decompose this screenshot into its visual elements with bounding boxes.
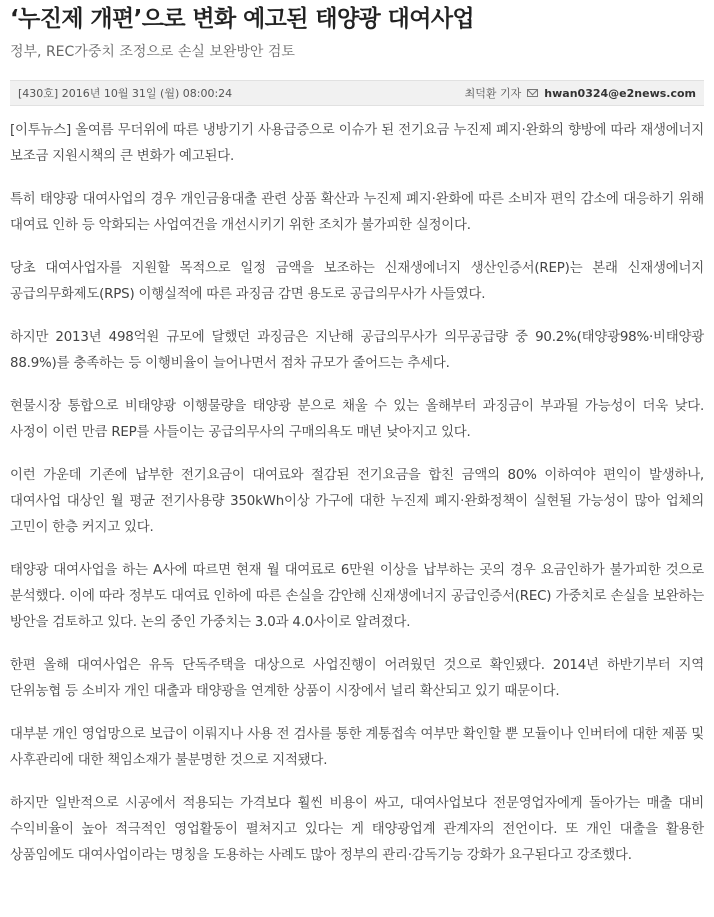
article-headline: ‘누진제 개편’으로 변화 예고된 태양광 대여사업 xyxy=(10,6,475,32)
article-body xyxy=(10,118,704,869)
article-paragraph: 특히 태양광 대여사업의 경우 개인금융대출 관련 상품 확산과 누진제 폐지·완화에 따른 소비자 편익 감소에 대응하기 위해 대여료 인하 등 악화되는 사업여건을 개선시키기 위한 조치가 불가피한 실정이다. xyxy=(10,192,704,233)
mail-icon[interactable] xyxy=(527,89,538,97)
reporter-name: 최덕환 기자 xyxy=(464,87,522,100)
article-paragraph: 대부분 개인 영업망으로 보급이 이뤄지나 사용 전 검사를 통한 계통접속 여부만 확인할 뿐 모듈이나 인버터에 대한 제품 및 사후관리에 대한 책임소재가 불분명한 것으로 지적됐다. xyxy=(10,727,704,768)
article-paragraph: 당초 대여사업자를 지원할 목적으로 일정 금액을 보조하는 신재생에너지 생산인증서(REP)는 본래 신재생에너지 공급의무화제도(RPS) 이행실적에 따른 과징금 감면 용도로 공급의무사가 사들였다. xyxy=(10,261,704,302)
article-paragraph: 현물시장 통합으로 비태양광 이행물량을 태양광 분으로 채울 수 있는 올해부터 과징금이 부과될 가능성이 더욱 낮다. 사정이 이런 만큼 REP를 사들이는 공급의무사의 구매의욕도 매년 낮아지고 있다. xyxy=(10,399,704,440)
article-paragraph: 하지만 2013년 498억원 규모에 달했던 과징금은 지난해 공급의무사가 의무공급량 중 90.2%(태양광98%·비태양광 88.9%)를 충족하는 등 이행비율이 늘어나면서 점차 규모가 줄어드는 추세다. xyxy=(10,330,704,371)
article-subheadline: 정부, REC가중치 조정으로 손실 보완방안 검토 xyxy=(10,44,295,60)
reporter-email[interactable]: hwan0324@e2news.com xyxy=(544,86,696,100)
issue-date: [430호] 2016년 10월 31일 (월) 08:00:24 xyxy=(18,87,233,100)
article-meta-bar xyxy=(10,80,704,106)
article-paragraph: 하지만 일반적으로 시공에서 적용되는 가격보다 훨씬 비용이 싸고, 대여사업보다 전문영업자에게 돌아가는 매출 대비 수익비율이 높아 적극적인 영업활동이 펼쳐지고 있다는 게 태양광업계 관계자의 전언이다. 또 개인 대출을 활용한 상품임에도 대여사업이라는 명칭을 도용하는 사례도 많아 정부의 관리·감독기능 강화가 요구된다고 강조했다. xyxy=(10,796,704,863)
article-paragraph: 이런 가운데 기존에 납부한 전기요금이 대여료와 절감된 전기요금을 합친 금액의 80% 이하여야 편익이 발생하나, 대여사업 대상인 월 평균 전기사용량 350kWh이상 가구에 대한 누진제 폐지·완화정책이 실현될 가능성이 많아 업체의 고민이 한층 커지고 있다. xyxy=(10,468,704,535)
article-paragraph: 한편 올해 대여사업은 유독 단독주택을 대상으로 사업진행이 어려웠던 것으로 확인됐다. 2014년 하반기부터 지역 단위농협 등 소비자 개인 대출과 태양광을 연계한 상품이 시장에서 널리 확산되고 있기 때문이다. xyxy=(10,658,704,699)
article-paragraph: 태양광 대여사업을 하는 A사에 따르면 현재 월 대여료로 6만원 이상을 납부하는 곳의 경우 요금인하가 불가피한 것으로 분석했다. 이에 따라 정부도 대여료 인하에 따른 손실을 감안해 신재생에너지 공급인증서(REC) 가중치로 손실을 보완하는 방안을 검토하고 있다. 논의 중인 가중치는 3.0과 4.0사이로 알려졌다. xyxy=(10,563,704,630)
article-paragraph: [이투뉴스] 올여름 무더위에 따른 냉방기기 사용급증으로 이슈가 된 전기요금 누진제 폐지·완화의 향방에 따라 재생에너지 보조금 지원시책의 큰 변화가 예고된다. xyxy=(10,123,704,164)
